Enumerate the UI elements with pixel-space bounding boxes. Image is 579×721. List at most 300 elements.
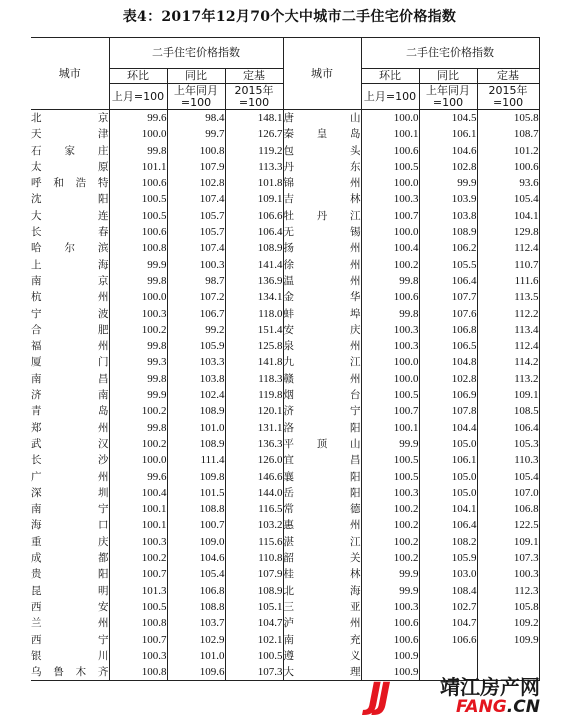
left-yoy-cell: 111.4 xyxy=(167,452,225,468)
right-fixed-cell: 105.8 xyxy=(477,110,539,127)
fixed-base-left: 2015年=100 xyxy=(225,84,283,110)
table-row xyxy=(31,126,539,142)
left-city-cell: 北京 xyxy=(31,112,109,124)
table-row xyxy=(31,371,539,387)
left-fixed-cell: 106.6 xyxy=(225,208,283,224)
right-yoy-cell: 106.6 xyxy=(419,632,477,648)
left-fixed-cell: 125.8 xyxy=(225,338,283,354)
right-fixed-cell: 105.8 xyxy=(477,599,539,615)
right-mom-cell: 100.6 xyxy=(361,615,419,631)
right-mom-cell: 100.5 xyxy=(361,452,419,468)
mom-base-right: 上月=100 xyxy=(361,84,419,110)
left-city-cell: 海口 xyxy=(31,519,109,532)
right-mom-cell: 99.8 xyxy=(361,273,419,289)
left-city-cell: 济南 xyxy=(31,389,109,402)
right-mom-cell: 99.9 xyxy=(361,566,419,582)
left-fixed-cell: 108.9 xyxy=(225,583,283,599)
right-mom-cell: 100.5 xyxy=(361,387,419,403)
table-row xyxy=(31,615,539,631)
left-mom-cell: 100.2 xyxy=(109,436,167,452)
right-city-cell: 宜昌 xyxy=(283,452,361,468)
table-row xyxy=(31,143,539,159)
left-mom-cell: 100.0 xyxy=(109,126,167,142)
left-mom-cell: 100.7 xyxy=(109,632,167,648)
right-city-cell: 济宁 xyxy=(283,403,361,419)
left-city-cell: 大连 xyxy=(31,209,109,222)
left-fixed-cell: 131.1 xyxy=(225,420,283,436)
right-yoy-cell: 104.4 xyxy=(419,420,477,436)
left-mom-cell: 100.8 xyxy=(109,664,167,681)
left-fixed-cell: 107.9 xyxy=(225,566,283,582)
right-yoy-cell: 106.4 xyxy=(419,517,477,533)
right-fixed-cell: 108.7 xyxy=(477,126,539,142)
right-yoy-cell xyxy=(419,648,477,664)
right-mom-cell: 100.0 xyxy=(361,175,419,191)
left-city-cell: 宁波 xyxy=(31,307,109,320)
table-row xyxy=(31,354,539,370)
right-yoy-cell: 106.2 xyxy=(419,240,477,256)
yoy-header-right: 同比 xyxy=(419,69,477,84)
right-yoy-cell: 107.7 xyxy=(419,289,477,305)
left-yoy-cell: 103.3 xyxy=(167,354,225,370)
table-row xyxy=(31,175,539,191)
fixed-header-left: 定基 xyxy=(225,69,283,84)
right-mom-cell: 100.7 xyxy=(361,208,419,224)
left-city-cell: 成都 xyxy=(31,552,109,565)
left-yoy-cell: 109.6 xyxy=(167,664,225,681)
right-fixed-cell: 129.8 xyxy=(477,224,539,240)
right-fixed-cell: 122.5 xyxy=(477,517,539,533)
left-city-cell: 上海 xyxy=(31,258,109,271)
left-yoy-cell: 105.4 xyxy=(167,566,225,582)
right-mom-cell: 100.6 xyxy=(361,143,419,159)
table-body xyxy=(31,110,539,681)
left-fixed-cell: 141.8 xyxy=(225,354,283,370)
right-mom-cell: 99.9 xyxy=(361,436,419,452)
table-row xyxy=(31,534,539,550)
right-fixed-cell: 100.3 xyxy=(477,566,539,582)
right-fixed-cell: 106.4 xyxy=(477,420,539,436)
right-city-cell: 惠州 xyxy=(283,517,361,533)
left-fixed-cell: 100.5 xyxy=(225,648,283,664)
left-city-cell: 西宁 xyxy=(31,633,109,646)
right-yoy-cell: 106.8 xyxy=(419,322,477,338)
left-mom-cell: 100.5 xyxy=(109,208,167,224)
left-city-cell: 厦门 xyxy=(31,356,109,369)
price-index-table xyxy=(31,37,540,681)
table-row xyxy=(31,485,539,501)
left-yoy-cell: 106.8 xyxy=(167,583,225,599)
city-header-right: 城市 xyxy=(283,38,361,110)
right-yoy-cell: 105.9 xyxy=(419,550,477,566)
right-fixed-cell: 112.4 xyxy=(477,338,539,354)
right-city-cell: 洛阳 xyxy=(283,420,361,436)
right-mom-cell: 100.0 xyxy=(361,224,419,240)
left-fixed-cell: 105.1 xyxy=(225,599,283,615)
table-row xyxy=(31,110,539,127)
right-mom-cell: 100.9 xyxy=(361,664,419,681)
left-city-cell: 深圳 xyxy=(31,486,109,499)
right-fixed-cell: 110.7 xyxy=(477,257,539,273)
right-fixed-cell xyxy=(477,648,539,664)
right-city-cell: 赣州 xyxy=(283,371,361,387)
right-city-cell: 北海 xyxy=(283,583,361,599)
left-mom-cell: 101.3 xyxy=(109,583,167,599)
right-fixed-cell: 107.0 xyxy=(477,485,539,501)
table-row xyxy=(31,159,539,175)
right-mom-cell: 99.9 xyxy=(361,583,419,599)
left-yoy-cell: 108.8 xyxy=(167,599,225,615)
right-mom-cell: 100.0 xyxy=(361,354,419,370)
left-city-cell: 太原 xyxy=(31,160,109,173)
left-fixed-cell: 109.1 xyxy=(225,191,283,207)
right-fixed-cell: 107.3 xyxy=(477,550,539,566)
left-city-cell: 昆明 xyxy=(31,584,109,597)
right-fixed-cell: 101.2 xyxy=(477,143,539,159)
left-fixed-cell: 119.2 xyxy=(225,143,283,159)
left-yoy-cell: 102.4 xyxy=(167,387,225,403)
left-yoy-cell: 103.7 xyxy=(167,615,225,631)
right-mom-cell: 100.3 xyxy=(361,338,419,354)
right-fixed-cell: 109.1 xyxy=(477,387,539,403)
table-row xyxy=(31,566,539,582)
left-mom-cell: 100.6 xyxy=(109,224,167,240)
table-row xyxy=(31,191,539,207)
right-yoy-cell: 102.8 xyxy=(419,371,477,387)
left-fixed-cell: 118.0 xyxy=(225,306,283,322)
left-city-cell: 南宁 xyxy=(31,503,109,516)
left-mom-cell: 100.2 xyxy=(109,403,167,419)
table-row xyxy=(31,550,539,566)
left-city-cell: 广州 xyxy=(31,470,109,483)
left-mom-cell: 100.1 xyxy=(109,517,167,533)
right-fixed-cell: 108.5 xyxy=(477,403,539,419)
right-yoy-cell: 105.0 xyxy=(419,469,477,485)
logo-domain-b: .CN xyxy=(506,697,540,717)
yoy-base-left: 上年同月=100 xyxy=(167,84,225,110)
left-yoy-cell: 108.8 xyxy=(167,501,225,517)
left-yoy-cell: 105.7 xyxy=(167,224,225,240)
right-city-cell: 泉州 xyxy=(283,338,361,354)
left-mom-cell: 100.5 xyxy=(109,191,167,207)
right-city-cell: 大理 xyxy=(283,664,361,681)
right-mom-cell: 100.0 xyxy=(361,110,419,127)
table-row xyxy=(31,273,539,289)
group-header-right: 二手住宅价格指数 xyxy=(361,38,539,69)
right-city-cell: 遵义 xyxy=(283,648,361,664)
right-yoy-cell: 103.0 xyxy=(419,566,477,582)
left-mom-cell: 100.3 xyxy=(109,534,167,550)
right-city-cell: 岳阳 xyxy=(283,485,361,501)
right-city-cell: 丹东 xyxy=(283,159,361,175)
left-fixed-cell: 119.8 xyxy=(225,387,283,403)
left-yoy-cell: 101.0 xyxy=(167,648,225,664)
left-mom-cell: 100.2 xyxy=(109,550,167,566)
right-yoy-cell: 103.8 xyxy=(419,208,477,224)
yoy-base-right: 上年同月=100 xyxy=(419,84,477,110)
right-city-cell: 金华 xyxy=(283,289,361,305)
logo-chinese-name: 靖江房产网 xyxy=(440,675,540,699)
right-yoy-cell: 102.7 xyxy=(419,599,477,615)
right-fixed-cell: 114.2 xyxy=(477,354,539,370)
left-fixed-cell: 120.1 xyxy=(225,403,283,419)
left-fixed-cell: 113.3 xyxy=(225,159,283,175)
right-mom-cell: 100.2 xyxy=(361,534,419,550)
left-fixed-cell: 146.6 xyxy=(225,469,283,485)
right-mom-cell: 99.8 xyxy=(361,306,419,322)
right-yoy-cell: 106.5 xyxy=(419,338,477,354)
right-city-cell: 南充 xyxy=(283,632,361,648)
logo-mark: JJ xyxy=(368,676,387,717)
left-yoy-cell: 106.7 xyxy=(167,306,225,322)
left-city-cell: 贵阳 xyxy=(31,568,109,581)
right-mom-cell: 100.5 xyxy=(361,159,419,175)
left-mom-cell: 99.8 xyxy=(109,371,167,387)
left-fixed-cell: 136.9 xyxy=(225,273,283,289)
left-city-cell: 西安 xyxy=(31,600,109,613)
left-fixed-cell: 108.9 xyxy=(225,240,283,256)
left-city-cell: 南昌 xyxy=(31,372,109,385)
right-yoy-cell: 106.9 xyxy=(419,387,477,403)
left-city-cell: 南京 xyxy=(31,274,109,287)
group-header-left: 二手住宅价格指数 xyxy=(109,38,283,69)
right-fixed-cell: 110.3 xyxy=(477,452,539,468)
left-city-cell: 长春 xyxy=(31,226,109,239)
right-mom-cell: 100.3 xyxy=(361,485,419,501)
left-city-cell: 杭州 xyxy=(31,291,109,304)
left-mom-cell: 99.8 xyxy=(109,273,167,289)
left-yoy-cell: 100.7 xyxy=(167,517,225,533)
left-city-cell: 哈尔滨 xyxy=(31,242,109,255)
left-fixed-cell: 104.7 xyxy=(225,615,283,631)
left-fixed-cell: 126.0 xyxy=(225,452,283,468)
right-city-cell: 襄阳 xyxy=(283,469,361,485)
right-fixed-cell: 100.6 xyxy=(477,159,539,175)
right-fixed-cell: 104.1 xyxy=(477,208,539,224)
right-mom-cell: 100.4 xyxy=(361,240,419,256)
table-row xyxy=(31,632,539,648)
left-mom-cell: 99.9 xyxy=(109,387,167,403)
left-mom-cell: 100.8 xyxy=(109,240,167,256)
right-yoy-cell: 105.0 xyxy=(419,485,477,501)
right-city-cell: 无锡 xyxy=(283,224,361,240)
right-fixed-cell: 93.6 xyxy=(477,175,539,191)
mom-header-left: 环比 xyxy=(109,69,167,84)
left-city-cell: 银川 xyxy=(31,649,109,662)
right-mom-cell: 100.6 xyxy=(361,632,419,648)
right-yoy-cell: 104.5 xyxy=(419,110,477,127)
right-city-cell: 安庆 xyxy=(283,322,361,338)
left-mom-cell: 100.0 xyxy=(109,289,167,305)
table-row xyxy=(31,403,539,419)
right-mom-cell: 100.7 xyxy=(361,403,419,419)
left-fixed-cell: 148.1 xyxy=(225,110,283,127)
right-city-cell: 韶关 xyxy=(283,550,361,566)
right-fixed-cell: 109.1 xyxy=(477,534,539,550)
right-yoy-cell: 106.1 xyxy=(419,126,477,142)
right-fixed-cell: 105.3 xyxy=(477,436,539,452)
yoy-header-left: 同比 xyxy=(167,69,225,84)
right-yoy-cell: 104.1 xyxy=(419,501,477,517)
right-fixed-cell: 109.2 xyxy=(477,615,539,631)
right-city-cell: 常德 xyxy=(283,501,361,517)
mom-base-left: 上月=100 xyxy=(109,84,167,110)
right-mom-cell: 100.1 xyxy=(361,126,419,142)
right-fixed-cell: 113.5 xyxy=(477,289,539,305)
right-city-cell: 锦州 xyxy=(283,175,361,191)
right-city-cell: 桂林 xyxy=(283,566,361,582)
left-yoy-cell: 109.8 xyxy=(167,469,225,485)
logo-domain xyxy=(456,697,540,717)
table-row xyxy=(31,208,539,224)
left-mom-cell: 100.1 xyxy=(109,501,167,517)
left-fixed-cell: 115.6 xyxy=(225,534,283,550)
left-yoy-cell: 99.7 xyxy=(167,126,225,142)
left-yoy-cell: 98.4 xyxy=(167,110,225,127)
right-mom-cell: 100.3 xyxy=(361,322,419,338)
left-yoy-cell: 109.0 xyxy=(167,534,225,550)
left-city-cell: 石家庄 xyxy=(31,144,109,157)
right-city-cell: 秦皇岛 xyxy=(283,126,361,142)
left-yoy-cell: 104.6 xyxy=(167,550,225,566)
left-fixed-cell: 136.3 xyxy=(225,436,283,452)
left-yoy-cell: 98.7 xyxy=(167,273,225,289)
left-mom-cell: 100.5 xyxy=(109,599,167,615)
right-mom-cell: 100.5 xyxy=(361,469,419,485)
table-row xyxy=(31,583,539,599)
left-yoy-cell: 100.3 xyxy=(167,257,225,273)
left-city-cell: 合肥 xyxy=(31,323,109,336)
left-yoy-cell: 103.8 xyxy=(167,371,225,387)
left-city-cell: 呼和浩特 xyxy=(31,177,109,190)
right-city-cell: 湛江 xyxy=(283,534,361,550)
left-city-cell: 武汉 xyxy=(31,437,109,450)
left-city-cell: 乌鲁木齐 xyxy=(31,664,109,681)
left-fixed-cell: 144.0 xyxy=(225,485,283,501)
left-city-cell: 长沙 xyxy=(31,454,109,467)
right-city-cell: 泸州 xyxy=(283,615,361,631)
right-city-cell: 三亚 xyxy=(283,599,361,615)
left-mom-cell: 100.7 xyxy=(109,566,167,582)
left-yoy-cell: 101.0 xyxy=(167,420,225,436)
right-mom-cell: 100.2 xyxy=(361,501,419,517)
right-mom-cell: 100.3 xyxy=(361,191,419,207)
right-fixed-cell: 109.9 xyxy=(477,632,539,648)
mom-header-right: 环比 xyxy=(361,69,419,84)
right-fixed-cell: 105.4 xyxy=(477,469,539,485)
left-city-cell: 兰州 xyxy=(31,617,109,630)
right-yoy-cell: 104.7 xyxy=(419,615,477,631)
left-city-cell: 沈阳 xyxy=(31,193,109,206)
left-yoy-cell: 107.2 xyxy=(167,289,225,305)
right-yoy-cell: 107.6 xyxy=(419,306,477,322)
right-city-cell: 平顶山 xyxy=(283,436,361,452)
left-mom-cell: 100.6 xyxy=(109,175,167,191)
right-yoy-cell: 107.8 xyxy=(419,403,477,419)
left-mom-cell: 100.8 xyxy=(109,615,167,631)
left-yoy-cell: 108.9 xyxy=(167,436,225,452)
left-mom-cell: 99.8 xyxy=(109,338,167,354)
left-fixed-cell: 141.4 xyxy=(225,257,283,273)
left-fixed-cell: 134.1 xyxy=(225,289,283,305)
table-row xyxy=(31,257,539,273)
table-row xyxy=(31,289,539,305)
left-mom-cell: 99.8 xyxy=(109,143,167,159)
table-row xyxy=(31,338,539,354)
right-fixed-cell: 112.2 xyxy=(477,306,539,322)
right-mom-cell: 100.9 xyxy=(361,648,419,664)
left-fixed-cell: 103.2 xyxy=(225,517,283,533)
left-fixed-cell: 102.1 xyxy=(225,632,283,648)
site-watermark-logo xyxy=(368,676,573,718)
right-yoy-cell: 102.8 xyxy=(419,159,477,175)
left-mom-cell: 100.2 xyxy=(109,322,167,338)
right-yoy-cell: 108.2 xyxy=(419,534,477,550)
left-fixed-cell: 107.3 xyxy=(225,664,283,681)
right-city-cell: 包头 xyxy=(283,143,361,159)
table-row xyxy=(31,517,539,533)
left-fixed-cell: 101.8 xyxy=(225,175,283,191)
table-row xyxy=(31,599,539,615)
right-yoy-cell: 105.0 xyxy=(419,436,477,452)
left-yoy-cell: 108.9 xyxy=(167,403,225,419)
logo-domain-a: FANG xyxy=(456,697,507,717)
table-row xyxy=(31,322,539,338)
city-header-left: 城市 xyxy=(31,38,109,110)
left-mom-cell: 101.1 xyxy=(109,159,167,175)
right-fixed-cell: 112.4 xyxy=(477,240,539,256)
left-fixed-cell: 106.4 xyxy=(225,224,283,240)
table-row xyxy=(31,420,539,436)
left-mom-cell: 100.4 xyxy=(109,485,167,501)
right-mom-cell: 100.3 xyxy=(361,599,419,615)
right-mom-cell: 100.2 xyxy=(361,257,419,273)
right-yoy-cell: 108.9 xyxy=(419,224,477,240)
left-yoy-cell: 105.9 xyxy=(167,338,225,354)
left-mom-cell: 99.3 xyxy=(109,354,167,370)
right-mom-cell: 100.1 xyxy=(361,420,419,436)
left-yoy-cell: 105.7 xyxy=(167,208,225,224)
table-row xyxy=(31,452,539,468)
right-yoy-cell: 103.9 xyxy=(419,191,477,207)
left-fixed-cell: 116.5 xyxy=(225,501,283,517)
left-yoy-cell: 107.4 xyxy=(167,240,225,256)
left-mom-cell: 99.9 xyxy=(109,257,167,273)
table-title: 表4：2017年12月70个大中城市二手住宅价格指数 xyxy=(122,9,457,25)
right-yoy-cell: 108.4 xyxy=(419,583,477,599)
right-mom-cell: 100.2 xyxy=(361,550,419,566)
right-fixed-cell: 105.4 xyxy=(477,191,539,207)
right-city-cell: 蚌埠 xyxy=(283,306,361,322)
right-mom-cell: 100.0 xyxy=(361,371,419,387)
table-row xyxy=(31,501,539,517)
table-row xyxy=(31,387,539,403)
right-mom-cell: 100.6 xyxy=(361,289,419,305)
left-fixed-cell: 110.8 xyxy=(225,550,283,566)
right-yoy-cell: 106.1 xyxy=(419,452,477,468)
table-row xyxy=(31,224,539,240)
left-yoy-cell: 107.4 xyxy=(167,191,225,207)
fixed-base-right: 2015年=100 xyxy=(477,84,539,110)
table-row xyxy=(31,469,539,485)
right-yoy-cell: 104.8 xyxy=(419,354,477,370)
left-yoy-cell: 102.8 xyxy=(167,175,225,191)
left-city-cell: 郑州 xyxy=(31,421,109,434)
right-city-cell: 牡丹江 xyxy=(283,208,361,224)
table-header xyxy=(31,38,539,110)
right-city-cell: 九江 xyxy=(283,354,361,370)
table-row xyxy=(31,240,539,256)
